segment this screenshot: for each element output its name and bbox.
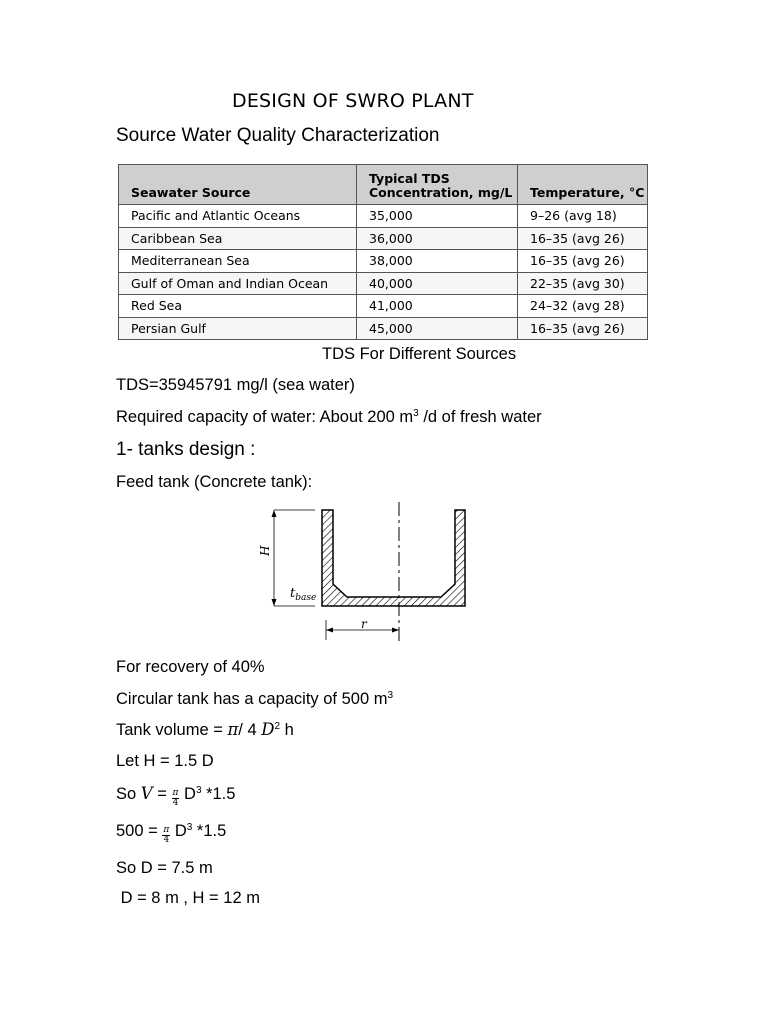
arrow-down-icon [272,599,277,606]
table-cell: 41,000 [357,295,518,318]
label-tbase: $t_{base}$ [290,586,317,603]
table-cell: Persian Gulf [119,317,357,340]
table-cell: 16–35 (avg 26) [518,227,648,250]
circular-tank-line: Circular tank has a capacity of 500 $m^3$ [116,690,394,708]
fraction: $\frac{\pi}{4}$ [163,825,170,845]
tds-table [118,164,648,340]
table-header-cell: Typical TDS Concentration, mg/L [357,165,518,205]
table-row [119,317,648,340]
table-row [119,250,648,273]
label-h: H [258,545,272,556]
table-header-cell: Seawater Source [119,165,357,205]
table-cell: 24–32 (avg 28) [518,295,648,318]
table-header-row [119,165,648,205]
table-header-cell: Temperature, °C [518,165,648,205]
table-cell: Caribbean Sea [119,227,357,250]
arrow-up-icon [272,510,277,517]
table-cell: Pacific and Atlantic Oceans [119,205,357,228]
final-dimensions-line: D = 8 m , H = 12 m [116,889,260,907]
table-row [119,295,648,318]
table-cell: 35,000 [357,205,518,228]
tank-volume-line: Tank volume = π/ 4 $D^2$ h [116,720,294,739]
eq-500-line: 500 = $\frac{\pi}{4}$ $D^3$ *1.5 [116,822,227,845]
table-row [119,227,648,250]
table-caption: TDS For Different Sources [322,345,517,363]
table-cell: 36,000 [357,227,518,250]
arrow-left-icon [326,628,333,633]
feed-tank-line: Feed tank (Concrete tank): [116,473,313,491]
tank-wall [322,510,465,606]
table-cell: 40,000 [357,272,518,295]
table-cell: 38,000 [357,250,518,273]
so-d-line: So D = 7.5 m [116,859,213,877]
let-h-line: Let H = 1.5 D [116,752,214,770]
table-cell: 16–35 (avg 26) [518,317,648,340]
section-title: Source Water Quality Characterization [116,125,440,146]
table-row [119,205,648,228]
table-cell: 22–35 (avg 30) [518,272,648,295]
fraction: $\frac{\pi}{4}$ [172,788,179,808]
so-v-line: So V = $\frac{\pi}{4}$ $D^3$ *1.5 [116,784,236,808]
arrow-right-icon [392,628,399,633]
document-title: DESIGN OF SWRO PLANT [232,90,474,112]
table-row [119,272,648,295]
tanks-heading: 1- tanks design : [116,439,256,460]
table-cell: 16–35 (avg 26) [518,250,648,273]
table-cell: Mediterranean Sea [119,250,357,273]
tank-diagram [255,500,485,650]
table-cell: Gulf of Oman and Indian Ocean [119,272,357,295]
table-cell: Red Sea [119,295,357,318]
capacity-line: Required capacity of water: About 200 $m^3$ /d of fresh water [116,408,542,426]
tds-line: TDS=35945791 mg/l (sea water) [116,376,355,394]
label-r: r [361,617,367,631]
table-cell: 9–26 (avg 18) [518,205,648,228]
recovery-line: For recovery of 40% [116,658,265,676]
table-cell: 45,000 [357,317,518,340]
